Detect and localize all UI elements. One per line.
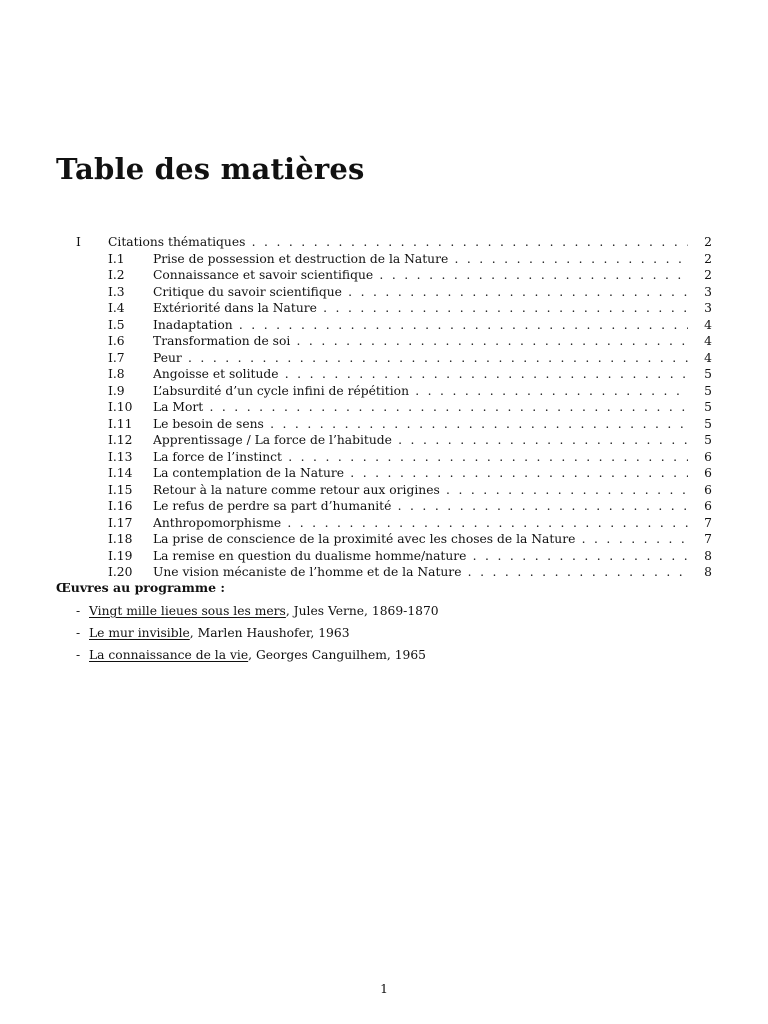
toc-part-number: I	[76, 235, 81, 249]
toc-entry-title: L’absurdité d’un cycle infini de répétition . . .	[153, 383, 688, 400]
toc-entry-title: Apprentissage / La force de l’habitude . . .	[153, 432, 688, 449]
toc-entry-number: I.7	[108, 350, 125, 365]
toc-entry-page: 2	[704, 268, 712, 282]
toc-entry-number: I.9	[108, 383, 125, 398]
toc-part-title: Citations thématiques . . .	[108, 234, 688, 251]
toc-entry-number: I.5	[108, 317, 125, 332]
toc-entry-title: Connaissance et savoir scientifique . . .	[153, 267, 688, 284]
toc-entry-page: 2	[704, 251, 712, 266]
toc-entry-title: Peur . . .	[153, 350, 688, 367]
toc-entry[interactable]	[0, 482, 768, 499]
toc-entry-number: I.6	[108, 334, 125, 348]
toc-entry-page: 6	[704, 466, 712, 480]
toc-entry[interactable]	[0, 432, 768, 449]
list-dash: -	[76, 604, 81, 618]
toc-entry[interactable]	[0, 531, 768, 548]
toc-entry-number: I.19	[108, 548, 133, 563]
toc-entry-page: 3	[704, 284, 712, 299]
toc-entry[interactable]	[0, 515, 768, 532]
toc-entry-number: I.11	[108, 416, 133, 431]
toc-entry-page: 4	[704, 334, 712, 348]
toc-entry-page: 7	[704, 515, 712, 530]
toc-entry-title: Critique du savoir scientifique . . .	[153, 284, 688, 301]
toc-part-page: 2	[704, 235, 712, 249]
toc-entry[interactable]	[0, 251, 768, 268]
oeuvre-item	[76, 602, 439, 624]
toc-entry[interactable]	[0, 548, 768, 565]
toc-entry[interactable]	[0, 564, 768, 581]
toc-entry-title: Prise de possession et destruction de la Nature . . .	[153, 251, 688, 268]
toc-entry-page: 6	[704, 449, 712, 464]
toc-entry-number: I.14	[108, 466, 133, 480]
toc-entry-number: I.18	[108, 532, 133, 546]
toc-entry-page: 7	[704, 532, 712, 546]
toc-entry-page: 8	[704, 548, 712, 563]
toc-entry-page: 3	[704, 301, 712, 315]
toc-entry-number: I.15	[108, 482, 133, 497]
toc-entry-number: I.10	[108, 400, 133, 414]
toc-entry-title: La Mort . . .	[153, 399, 688, 416]
toc-entry-title: Retour à la nature comme retour aux origines . . .	[153, 482, 688, 499]
toc-entry-page: 5	[704, 367, 712, 381]
toc-entry[interactable]	[0, 383, 768, 400]
toc-entry[interactable]	[0, 300, 768, 317]
toc-entry-title: Angoisse et solitude . . .	[153, 366, 688, 383]
toc-entry[interactable]	[0, 449, 768, 466]
toc-entry-page: 5	[704, 416, 712, 431]
toc-entry[interactable]	[0, 465, 768, 482]
toc-entry[interactable]	[0, 317, 768, 334]
toc-entry-page: 4	[704, 317, 712, 332]
toc-entry-title: La contemplation de la Nature . . .	[153, 465, 688, 482]
toc-entry[interactable]	[0, 284, 768, 301]
toc-entry-page: 6	[704, 499, 712, 513]
toc-entry-page: 5	[704, 383, 712, 398]
toc-entry-title: La force de l’instinct . . .	[153, 449, 688, 466]
toc-entry-number: I.16	[108, 499, 133, 513]
list-dash: -	[76, 626, 81, 640]
toc-entry-title: Le besoin de sens . . .	[153, 416, 688, 433]
oeuvres-heading: Œuvres au programme :	[56, 580, 226, 595]
toc-entry-page: 5	[704, 433, 712, 447]
toc-entry-page: 5	[704, 400, 712, 414]
toc-entry-page: 4	[704, 350, 712, 365]
toc-entry[interactable]	[0, 416, 768, 433]
toc-entry-title: La remise en question du dualisme homme/nature . . .	[153, 548, 688, 565]
oeuvre-details: , Marlen Haushofer, 1963	[189, 626, 350, 640]
toc-entry-title: Inadaptation . . .	[153, 317, 688, 334]
toc-entry-title: Le refus de perdre sa part d’humanité . . .	[153, 498, 688, 515]
toc-entry-title: La prise de conscience de la proximité avec les choses de la Nature . . .	[153, 531, 688, 548]
oeuvre-details: , Georges Canguilhem, 1965	[248, 648, 426, 662]
toc-entry-page: 8	[704, 565, 712, 579]
toc-entry[interactable]	[0, 267, 768, 284]
toc-entry-title: Extériorité dans la Nature . . .	[153, 300, 688, 317]
list-dash: -	[76, 648, 81, 662]
toc-entry-title: Anthropomorphisme . . .	[153, 515, 688, 532]
toc-entry-number: I.3	[108, 284, 125, 299]
toc-entry[interactable]	[0, 498, 768, 515]
oeuvre-title-link[interactable]: Vingt mille lieues sous les mers	[89, 604, 286, 618]
toc-entry[interactable]	[0, 333, 768, 350]
oeuvre-details: , Jules Verne, 1869-1870	[285, 604, 439, 618]
page-number: 1	[380, 982, 388, 996]
toc-entry-number: I.1	[108, 251, 125, 266]
toc-entry-number: I.4	[108, 301, 125, 315]
oeuvre-title-link[interactable]: La connaissance de la vie	[89, 648, 249, 662]
oeuvres-list	[76, 602, 439, 668]
toc-entry-number: I.8	[108, 367, 125, 381]
toc-entry[interactable]	[0, 399, 768, 416]
oeuvre-item	[76, 646, 439, 668]
toc-entry-number: I.12	[108, 433, 133, 447]
toc-entry-number: I.13	[108, 449, 133, 464]
toc-entry[interactable]	[0, 350, 768, 367]
toc-entry-title: Une vision mécaniste de l’homme et de la Nature . . .	[153, 564, 688, 581]
toc-entry-title: Transformation de soi . . .	[153, 333, 688, 350]
toc-entry[interactable]	[0, 366, 768, 383]
table-of-contents	[0, 234, 768, 581]
toc-entry-number: I.20	[108, 565, 133, 579]
toc-part-entry[interactable]	[0, 234, 768, 251]
toc-entry-number: I.17	[108, 515, 133, 530]
toc-entry-number: I.2	[108, 268, 125, 282]
oeuvre-title-link[interactable]: Le mur invisible	[89, 626, 190, 640]
page-title: Table des matières	[56, 152, 365, 186]
oeuvre-item	[76, 624, 439, 646]
toc-entry-page: 6	[704, 482, 712, 497]
